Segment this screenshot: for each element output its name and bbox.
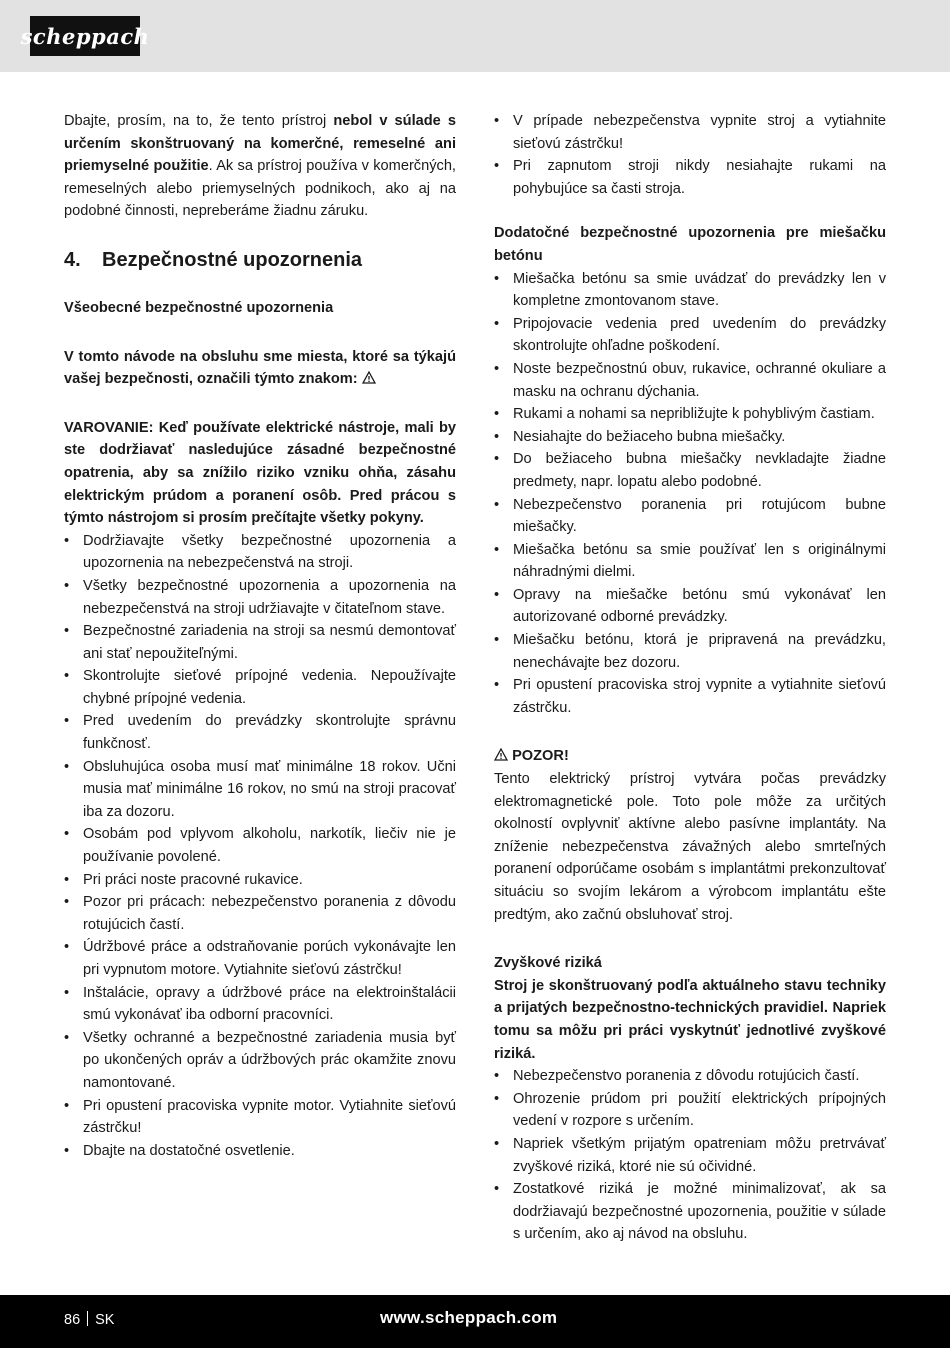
left-column [64, 110, 456, 1162]
list-item: • Do bežiaceho bubna miešačky nevkladajte žiadne predmety, napr. lopatu alebo podobné. [494, 448, 886, 493]
page-number: 86 [64, 1312, 81, 1328]
intro-paragraph: Dbajte, prosím, na to, že tento prístroj nebol v súlade s určením skonštruovaný na komerčné, remeselné ani priemyselné použitie. Ak sa prístroj používa v komerčných, remeselných alebo priemyselných podnikoch, ako aj na podobné činnosti, nepreberáme žiadnu záruku. [64, 113, 456, 220]
list-item: • Osobám pod vplyvom alkoholu, narkotík, liečiv nie je používanie povolené. [64, 823, 456, 868]
marking-notice: V tomto návode na obsluhu sme miesta, ktoré sa týkajú vašej bezpečnosti, označili týmto znakom: [64, 348, 456, 388]
list-item: • Pred uvedením do prevádzky skontrolujte správnu funkčnosť. [64, 710, 456, 755]
caution-heading: POZOR! [494, 745, 886, 768]
list-item: • Inštalácie, opravy a údržbové práce na elektroinštalácii smú vykonávať iba odborní pracovníci. [64, 982, 456, 1027]
mixer-safety-list [494, 268, 886, 720]
general-safety-list [64, 530, 456, 1163]
list-item: • Údržbové práce a odstraňovanie porúch vykonávajte len pri vypnutom motore. Vytiahnite sieťovú zástrčku! [64, 936, 456, 981]
list-item: • Nesiahajte do bežiaceho bubna miešačky. [494, 426, 886, 449]
section-heading [64, 247, 456, 273]
list-item: • Dbajte na dostatočné osvetlenie. [64, 1140, 456, 1163]
section-title: Bezpečnostné upozornenia [102, 248, 363, 271]
list-item: • Napriek všetkým prijatým opatreniam môžu pretrvávať zvyškové riziká, ktoré nie sú očividné. [494, 1133, 886, 1178]
warning-triangle-icon [494, 748, 508, 761]
page-indicator [64, 1311, 114, 1328]
warning-triangle-icon [362, 371, 376, 384]
section-number: 4. [64, 248, 81, 271]
warning-paragraph: VAROVANIE: Keď používate elektrické nástroje, mali by ste dodržiavať nasledujúce zásadné bezpečnostné opatrenia, aby sa znížilo riziko vzniku ohňa, zásahu elektrickým prúdom a poranení osôb. Pred prácou s týmto nástrojom si prosím prečítajte všetky pokyny. [64, 419, 456, 527]
header-bar [0, 0, 950, 72]
caution-paragraph: Tento elektrický prístroj vytvára počas prevádzky elektromagnetické pole. Toto pole môže za určitých okolností ovplyvniť aktívne alebo pasívne implantáty. Na zníženie nebezpečenstva závažných alebo smrteľných poranení odporúčame osobám s implantátmi prekonzultovať situáciu so svojím lekárom a výrobcom implantátu ešte predtým, ako začnú obsluhovať stroj. [494, 771, 886, 923]
list-item: • Pri zapnutom stroji nikdy nesiahajte rukami na pohybujúce sa časti stroja. [494, 155, 886, 200]
list-item: • Bezpečnostné zariadenia na stroji sa nesmú demontovať ani stať nepoužiteľnými. [64, 620, 456, 665]
list-item: • Pripojovacie vedenia pred uvedením do prevádzky skontrolujte ohľadne poškodení. [494, 313, 886, 358]
list-item: • Miešačka betónu sa smie používať len s originálnymi náhradnými dielmi. [494, 539, 886, 584]
website-link[interactable]: www.scheppach.com [380, 1308, 558, 1327]
residual-risk-list [494, 1065, 886, 1246]
general-safety-list-continued [494, 110, 886, 200]
list-item: • Skontrolujte sieťové prípojné vedenia. Nepoužívajte chybné prípojné vedenia. [64, 665, 456, 710]
list-item: • V prípade nebezpečenstva vypnite stroj a vytiahnite sieťovú zástrčku! [494, 110, 886, 155]
list-item: • Pri práci noste pracovné rukavice. [64, 869, 456, 892]
list-item: • Pri opustení pracoviska vypnite motor. Vytiahnite sieťovú zástrčku! [64, 1095, 456, 1140]
list-item: • Všetky bezpečnostné upozornenia a upozornenia na nebezpečenstvá na stroji udržiavajte v čitateľnom stave. [64, 575, 456, 620]
residual-risk-heading: Zvyškové riziká [494, 955, 602, 972]
general-safety-heading: Všeobecné bezpečnostné upozornenia [64, 299, 334, 316]
residual-risk-intro: Stroj je skonštruovaný podľa aktuálneho stavu techniky a prijatých bezpečnostno-technických pravidiel. Napriek tomu sa môžu pri práci vyskytnúť jednotlivé zvyškové riziká. [494, 977, 886, 1062]
footer-divider [87, 1311, 88, 1326]
right-column [494, 110, 886, 1246]
list-item: • Noste bezpečnostnú obuv, rukavice, ochranné okuliare a masku na ochranu dýchania. [494, 358, 886, 403]
list-item: • Všetky ochranné a bezpečnostné zariadenia musia byť po ukončených opráv a údržbových prác okamžite znovu namontované. [64, 1027, 456, 1095]
list-item: • Obsluhujúca osoba musí mať minimálne 18 rokov. Učni musia mať minimálne 16 rokov, no smú na stroji pracovať iba za dozoru. [64, 756, 456, 824]
brand-logo: scheppach [30, 16, 140, 56]
list-item: • Opravy na miešačke betónu smú vykonávať len autorizované odborné prevádzky. [494, 584, 886, 629]
mixer-safety-heading: Dodatočné bezpečnostné upozornenia pre miešačku betónu [494, 225, 886, 264]
list-item: • Rukami a nohami sa nepribližujte k pohyblivým častiam. [494, 403, 886, 426]
footer-bar [0, 1295, 950, 1348]
list-item: • Nebezpečenstvo poranenia z dôvodu rotujúcich častí. [494, 1065, 886, 1088]
list-item: • Ohrozenie prúdom pri použití elektrických prípojných vedení v rozpore s určením. [494, 1088, 886, 1133]
list-item: • Pri opustení pracoviska stroj vypnite a vytiahnite sieťovú zástrčku. [494, 674, 886, 719]
language-code: SK [95, 1312, 115, 1328]
list-item: • Miešačku betónu, ktorá je pripravená na prevádzku, nenechávajte bez dozoru. [494, 629, 886, 674]
list-item: • Nebezpečenstvo poranenia pri rotujúcom bubne miešačky. [494, 494, 886, 539]
list-item: • Miešačka betónu sa smie uvádzať do prevádzky len v kompletne zmontovanom stave. [494, 268, 886, 313]
list-item: • Dodržiavajte všetky bezpečnostné upozornenia a upozornenia na nebezpečenstvá na stroji. [64, 530, 456, 575]
list-item: • Zostatkové riziká je možné minimalizovať, ak sa dodržiavajú bezpečnostné upozornenia, použitie v súlade s určením, ako aj návod na obsluhu. [494, 1178, 886, 1246]
list-item: • Pozor pri prácach: nebezpečenstvo poranenia z dôvodu rotujúcich častí. [64, 891, 456, 936]
